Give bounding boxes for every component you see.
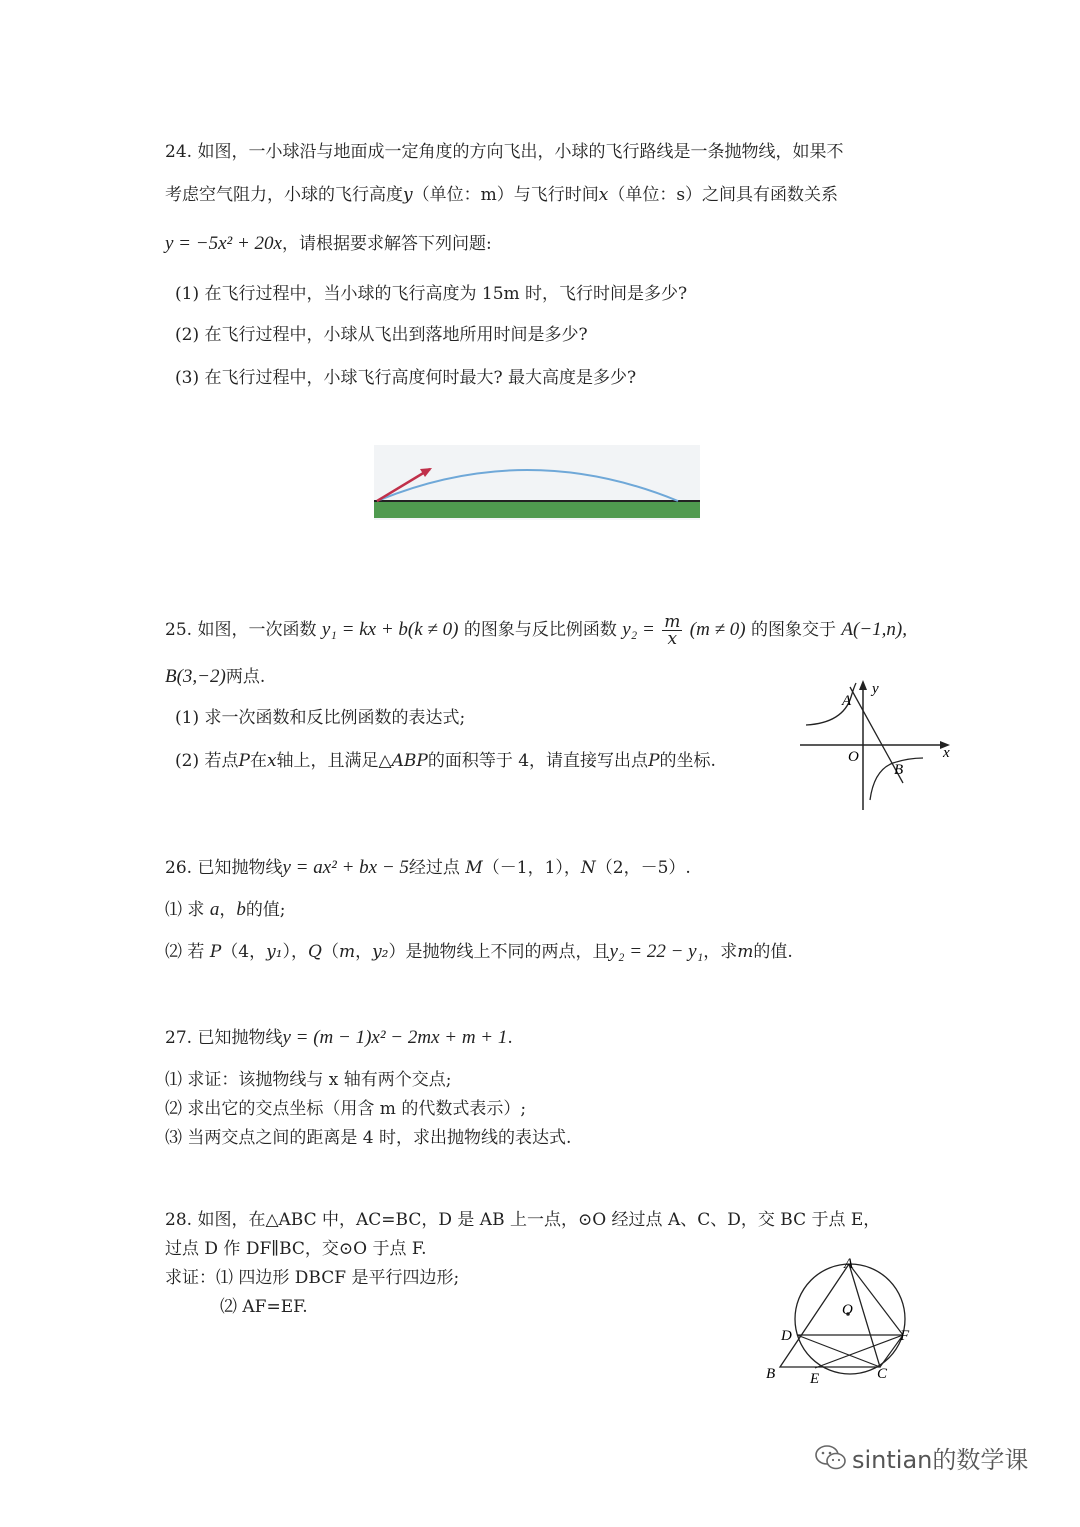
label-x: x (943, 745, 950, 761)
q27-sub1: ⑴ 求证：该抛物线与 x 轴有两个交点; (165, 1070, 452, 1090)
q24-sub2: (2) 在飞行过程中，小球从飞出到落地所用时间是多少? (175, 325, 588, 345)
q24-trajectory-figure (374, 445, 700, 520)
svg-text:B: B (766, 1366, 776, 1382)
q27-line1: 27. 已知抛物线y = (m − 1)x² − 2mx + m + 1. (165, 1027, 513, 1048)
q28-line2: 过点 D 作 DF∥BC，交⊙O 于点 F. (165, 1239, 427, 1259)
q26-sub2: ⑵ 若 P（4，y₁），Q（m，y₂）是抛物线上不同的两点，且y₂ = 22 − y₁，求m的值. (165, 941, 793, 962)
q25-line1: 25. 如图，一次函数 y₁ = kx + b(k ≠ 0) 的图象与反比例函数 y₂ = $\frac{m}{x}$ (m ≠ 0) 的图象交于 A(−1,n), (165, 612, 908, 649)
label-b: B (894, 762, 904, 778)
q25-sub1: (1) 求一次函数和反比例函数的表达式; (175, 708, 466, 728)
q28-line1: 28. 如图，在△ABC 中，AC=BC，D 是 AB 上一点，⊙O 经过点 A、C、D，交 BC 于点 E， (165, 1210, 881, 1230)
q24-formula: y = −5x² + 20x (165, 233, 282, 254)
q24-sub3: (3) 在飞行过程中，小球飞行高度何时最大? 最大高度是多少? (175, 368, 637, 388)
wechat-icon (815, 1444, 847, 1472)
q26-line1: 26. 已知抛物线y = ax² + bx − 5经过点 M（－1，1），N（2，－5）. (165, 857, 691, 878)
q28-line3: 求证：⑴ 四边形 DBCF 是平行四边形; (165, 1268, 460, 1288)
svg-text:A: A (844, 1256, 854, 1272)
q27-sub2: ⑵ 求出它的交点坐标（用含 m 的代数式表示）; (165, 1099, 527, 1119)
q28-geometry-figure (760, 1252, 920, 1392)
label-y: y (872, 681, 879, 697)
q27-sub3: ⑶ 当两交点之间的距离是 4 时，求出抛物线的表达式. (165, 1128, 572, 1148)
label-o: O (848, 749, 859, 765)
ground (374, 501, 700, 518)
svg-text:O: O (842, 1302, 853, 1318)
q24-sub1: (1) 在飞行过程中，当小球的飞行高度为 15m 时，飞行时间是多少? (175, 284, 688, 304)
svg-text:D: D (781, 1328, 792, 1344)
svg-text:E: E (810, 1371, 820, 1387)
fraction-m-over-x: $\frac{m}{x}$ (664, 612, 681, 649)
q24-line3: y = −5x² + 20x，请根据要求解答下列问题: (165, 233, 492, 254)
svg-text:F: F (900, 1328, 910, 1344)
q24-line2: 考虑空气阻力，小球的飞行高度y（单位：m）与飞行时间x（单位：s）之间具有函数关系 (165, 185, 839, 205)
watermark: sintian的数学课 (852, 1446, 1029, 1474)
q24-line1: 24. 如图，一小球沿与地面成一定角度的方向飞出，小球的飞行路线是一条抛物线，如果不 (165, 142, 844, 162)
q25-graph (798, 675, 958, 815)
q28-line4: ⑵ AF=EF. (220, 1297, 308, 1317)
q25-line2: B(3,−2)两点. (165, 666, 266, 687)
label-a: A (842, 693, 852, 709)
q26-sub1: ⑴ 求 a，b的值; (165, 899, 286, 920)
svg-text:C: C (877, 1366, 888, 1382)
q25-sub2: (2) 若点P在x轴上，且满足△ABP的面积等于 4，请直接写出点P的坐标. (175, 751, 716, 771)
